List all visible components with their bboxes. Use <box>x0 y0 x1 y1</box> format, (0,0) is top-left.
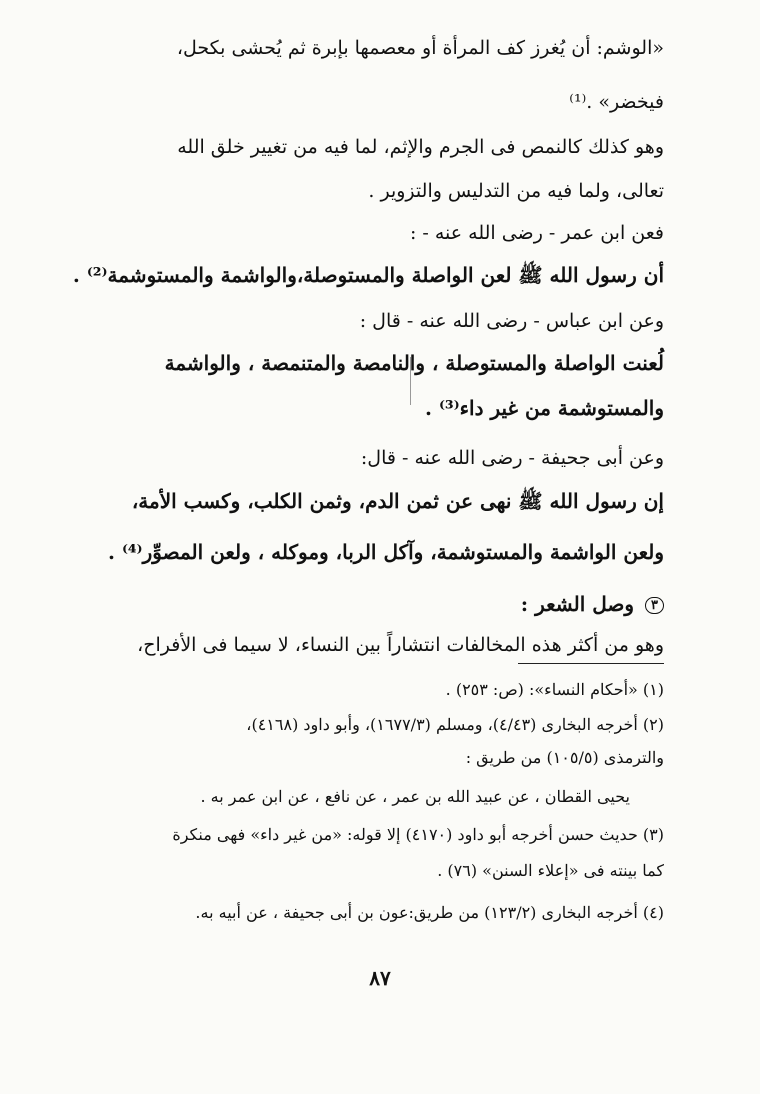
section-number-badge: ٣ <box>645 597 664 614</box>
page-number: ٨٧ <box>369 966 391 990</box>
hadith-line: إن رسول الله ﷺ نهى عن ثمن الدم، وثمن الكلب، وكسب الأمة، <box>131 489 664 513</box>
hadith-line: ولعن الواشمة والمستوشمة، وآكل الربا، وموكله ، ولعن المصوِّر⁽⁴⁾ . <box>108 540 664 564</box>
body-line: وهو من أكثر هذه المخالفات انتشاراً بين النساء، لا سيما فى الأفراح، <box>137 634 664 656</box>
hadith-line: والمستوشمة من غير داء⁽³⁾ . <box>425 396 664 420</box>
body-line: وعن أبى جحيفة - رضى الله عنه - قال: <box>360 447 664 469</box>
body-line: فعن ابن عمر - رضى الله عنه - : <box>409 222 664 244</box>
footnote-line: (٤) أخرجه البخارى (١٢٣/٢) من طريق:عون بن أبى جحيفة ، عن أبيه به. <box>195 903 664 922</box>
body-line: وهو كذلك كالنمص فى الجرم والإثم، لما فيه من تغيير خلق الله <box>177 136 664 158</box>
footnote-line: كما بينته فى «إعلاء السنن» (٧٦) . <box>437 861 664 880</box>
body-line: وعن ابن عباس - رضى الله عنه - قال : <box>359 310 664 332</box>
footnote-line: (٣) حديث حسن أخرجه أبو داود (٤١٧٠) إلا قوله: «من غير داء» فهى منكرة <box>172 825 664 844</box>
margin-mark <box>410 357 411 405</box>
body-line: فيخضر» .⁽¹⁾ <box>569 91 664 113</box>
hadith-line: لُعنت الواصلة والمستوصلة ، والنامصة والمتنمصة ، والواشمة <box>164 351 664 375</box>
footnote-line: (١) «أحكام النساء»: (ص: ٢٥٣) . <box>445 680 664 699</box>
section-heading <box>84 589 664 619</box>
footnote-separator <box>518 663 664 664</box>
footnote-line: يحيى القطان ، عن عبيد الله بن عمر ، عن نافع ، عن ابن عمر به . <box>200 787 630 806</box>
hadith-line: أن رسول الله ﷺ لعن الواصلة والمستوصلة،والواشمة والمستوشمة⁽²⁾ . <box>72 263 664 287</box>
section-heading-text: وصل الشعر : <box>520 592 635 616</box>
body-line: «الوشم: أن يُغرز كف المرأة أو معصمها بإبرة ثم يُحشى بكحل، <box>176 37 664 59</box>
footnote-line: (٢) أخرجه البخارى (٤/٤٣)، ومسلم (١٦٧٧/٣)، وأبو داود (٤١٦٨)، <box>246 715 664 734</box>
footnote-line: والترمذى (١٠٥/٥) من طريق : <box>465 748 664 767</box>
body-line: تعالى، ولما فيه من التدليس والتزوير . <box>368 180 664 202</box>
